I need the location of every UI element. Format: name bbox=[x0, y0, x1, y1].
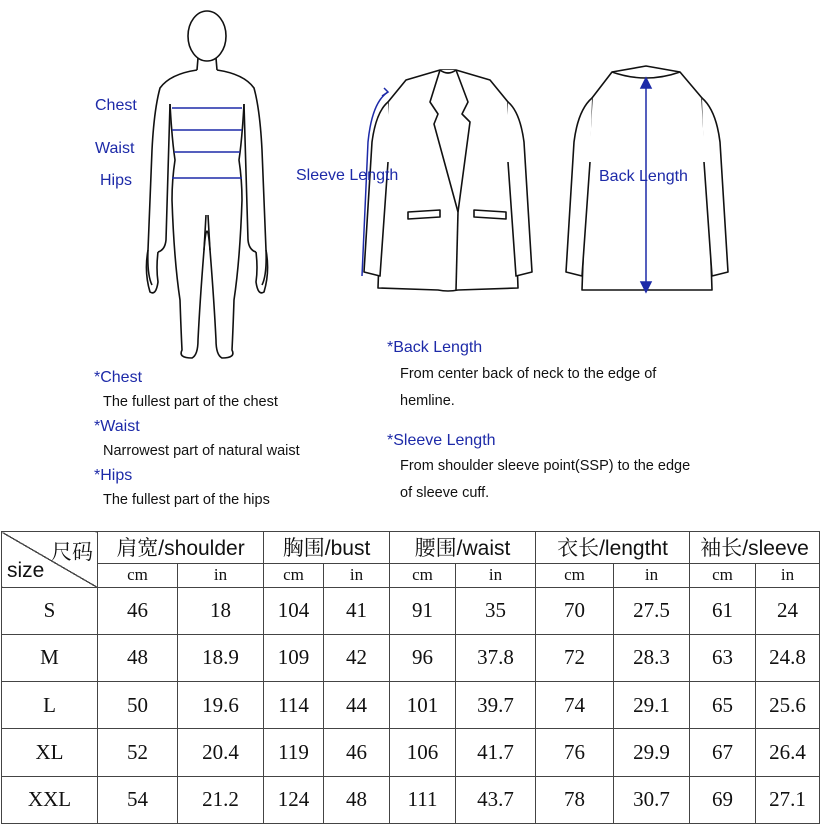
value-cell: 70 bbox=[536, 587, 614, 634]
value-cell: 25.6 bbox=[756, 682, 820, 729]
hips-desc-title: *Hips bbox=[94, 467, 133, 484]
value-cell: 109 bbox=[264, 634, 324, 681]
value-cell: 65 bbox=[690, 682, 756, 729]
value-cell: 18.9 bbox=[178, 634, 264, 681]
value-cell: 19.6 bbox=[178, 682, 264, 729]
size-cell: S bbox=[2, 587, 98, 634]
back-length-desc-line1: From center back of neck to the edge of bbox=[400, 366, 657, 382]
value-cell: 74 bbox=[536, 682, 614, 729]
col-header-waist: 腰围/waist bbox=[390, 532, 536, 564]
corner-chinese-label: 尺码 bbox=[51, 541, 93, 564]
value-cell: 20.4 bbox=[178, 729, 264, 776]
value-cell: 111 bbox=[390, 776, 456, 823]
value-cell: 48 bbox=[98, 634, 178, 681]
value-cell: 41 bbox=[324, 587, 390, 634]
back-length-label: Back Length bbox=[599, 168, 688, 185]
value-cell: 37.8 bbox=[456, 634, 536, 681]
chest-desc-title: *Chest bbox=[94, 369, 143, 386]
value-cell: 69 bbox=[690, 776, 756, 823]
col-header-shoulder: 肩宽/shoulder bbox=[98, 532, 264, 564]
unit-cell: cm bbox=[98, 563, 178, 587]
size-chart-table bbox=[1, 531, 820, 824]
value-cell: 46 bbox=[324, 729, 390, 776]
sleeve-length-label: Sleeve Length bbox=[296, 167, 399, 184]
value-cell: 106 bbox=[390, 729, 456, 776]
unit-cell: in bbox=[456, 563, 536, 587]
waist-desc-title: *Waist bbox=[94, 418, 140, 435]
value-cell: 30.7 bbox=[614, 776, 690, 823]
value-cell: 114 bbox=[264, 682, 324, 729]
value-cell: 41.7 bbox=[456, 729, 536, 776]
unit-cell: in bbox=[178, 563, 264, 587]
table-row bbox=[2, 587, 820, 634]
table-row bbox=[2, 776, 820, 823]
unit-cell: in bbox=[756, 563, 820, 587]
col-header-bust: 胸围/bust bbox=[264, 532, 390, 564]
value-cell: 46 bbox=[98, 587, 178, 634]
value-cell: 63 bbox=[690, 634, 756, 681]
col-header-length: 衣长/lengtht bbox=[536, 532, 690, 564]
unit-cell: cm bbox=[390, 563, 456, 587]
value-cell: 27.5 bbox=[614, 587, 690, 634]
value-cell: 27.1 bbox=[756, 776, 820, 823]
waist-desc-text: Narrowest part of natural waist bbox=[103, 443, 300, 459]
unit-cell: cm bbox=[536, 563, 614, 587]
value-cell: 54 bbox=[98, 776, 178, 823]
unit-cell: in bbox=[614, 563, 690, 587]
col-header-sleeve: 袖长/sleeve bbox=[690, 532, 820, 564]
value-cell: 91 bbox=[390, 587, 456, 634]
value-cell: 119 bbox=[264, 729, 324, 776]
unit-cell: in bbox=[324, 563, 390, 587]
size-cell: L bbox=[2, 682, 98, 729]
value-cell: 96 bbox=[390, 634, 456, 681]
unit-row bbox=[2, 563, 820, 587]
value-cell: 72 bbox=[536, 634, 614, 681]
value-cell: 50 bbox=[98, 682, 178, 729]
size-cell: M bbox=[2, 634, 98, 681]
value-cell: 29.9 bbox=[614, 729, 690, 776]
value-cell: 76 bbox=[536, 729, 614, 776]
corner-size-label: size bbox=[7, 558, 45, 582]
value-cell: 67 bbox=[690, 729, 756, 776]
unit-cell: cm bbox=[264, 563, 324, 587]
back-length-desc-title: *Back Length bbox=[387, 339, 483, 356]
value-cell: 24.8 bbox=[756, 634, 820, 681]
hips-label: Hips bbox=[100, 172, 133, 189]
value-cell: 18 bbox=[178, 587, 264, 634]
sleeve-length-desc-title: *Sleeve Length bbox=[387, 432, 496, 449]
chest-label: Chest bbox=[95, 97, 137, 114]
hips-desc-text: The fullest part of the hips bbox=[103, 492, 270, 508]
value-cell: 21.2 bbox=[178, 776, 264, 823]
value-cell: 48 bbox=[324, 776, 390, 823]
value-cell: 35 bbox=[456, 587, 536, 634]
size-corner-cell bbox=[2, 532, 98, 588]
unit-cell: cm bbox=[690, 563, 756, 587]
value-cell: 29.1 bbox=[614, 682, 690, 729]
header-row bbox=[2, 532, 820, 564]
table-row bbox=[2, 729, 820, 776]
value-cell: 39.7 bbox=[456, 682, 536, 729]
value-cell: 101 bbox=[390, 682, 456, 729]
value-cell: 44 bbox=[324, 682, 390, 729]
sleeve-length-desc-line2: of sleeve cuff. bbox=[400, 485, 490, 501]
value-cell: 43.7 bbox=[456, 776, 536, 823]
chest-desc-text: The fullest part of the chest bbox=[103, 394, 278, 410]
value-cell: 42 bbox=[324, 634, 390, 681]
value-cell: 78 bbox=[536, 776, 614, 823]
table-row bbox=[2, 634, 820, 681]
value-cell: 28.3 bbox=[614, 634, 690, 681]
size-cell: XL bbox=[2, 729, 98, 776]
back-length-desc-line2: hemline. bbox=[400, 393, 455, 409]
value-cell: 52 bbox=[98, 729, 178, 776]
value-cell: 124 bbox=[264, 776, 324, 823]
sleeve-length-desc-line1: From shoulder sleeve point(SSP) to the edge bbox=[400, 458, 691, 474]
body-figure bbox=[0, 0, 300, 370]
value-cell: 104 bbox=[264, 587, 324, 634]
value-cell: 24 bbox=[756, 587, 820, 634]
waist-label: Waist bbox=[95, 140, 135, 157]
value-cell: 61 bbox=[690, 587, 756, 634]
value-cell: 26.4 bbox=[756, 729, 820, 776]
size-cell: XXL bbox=[2, 776, 98, 823]
table-row bbox=[2, 682, 820, 729]
